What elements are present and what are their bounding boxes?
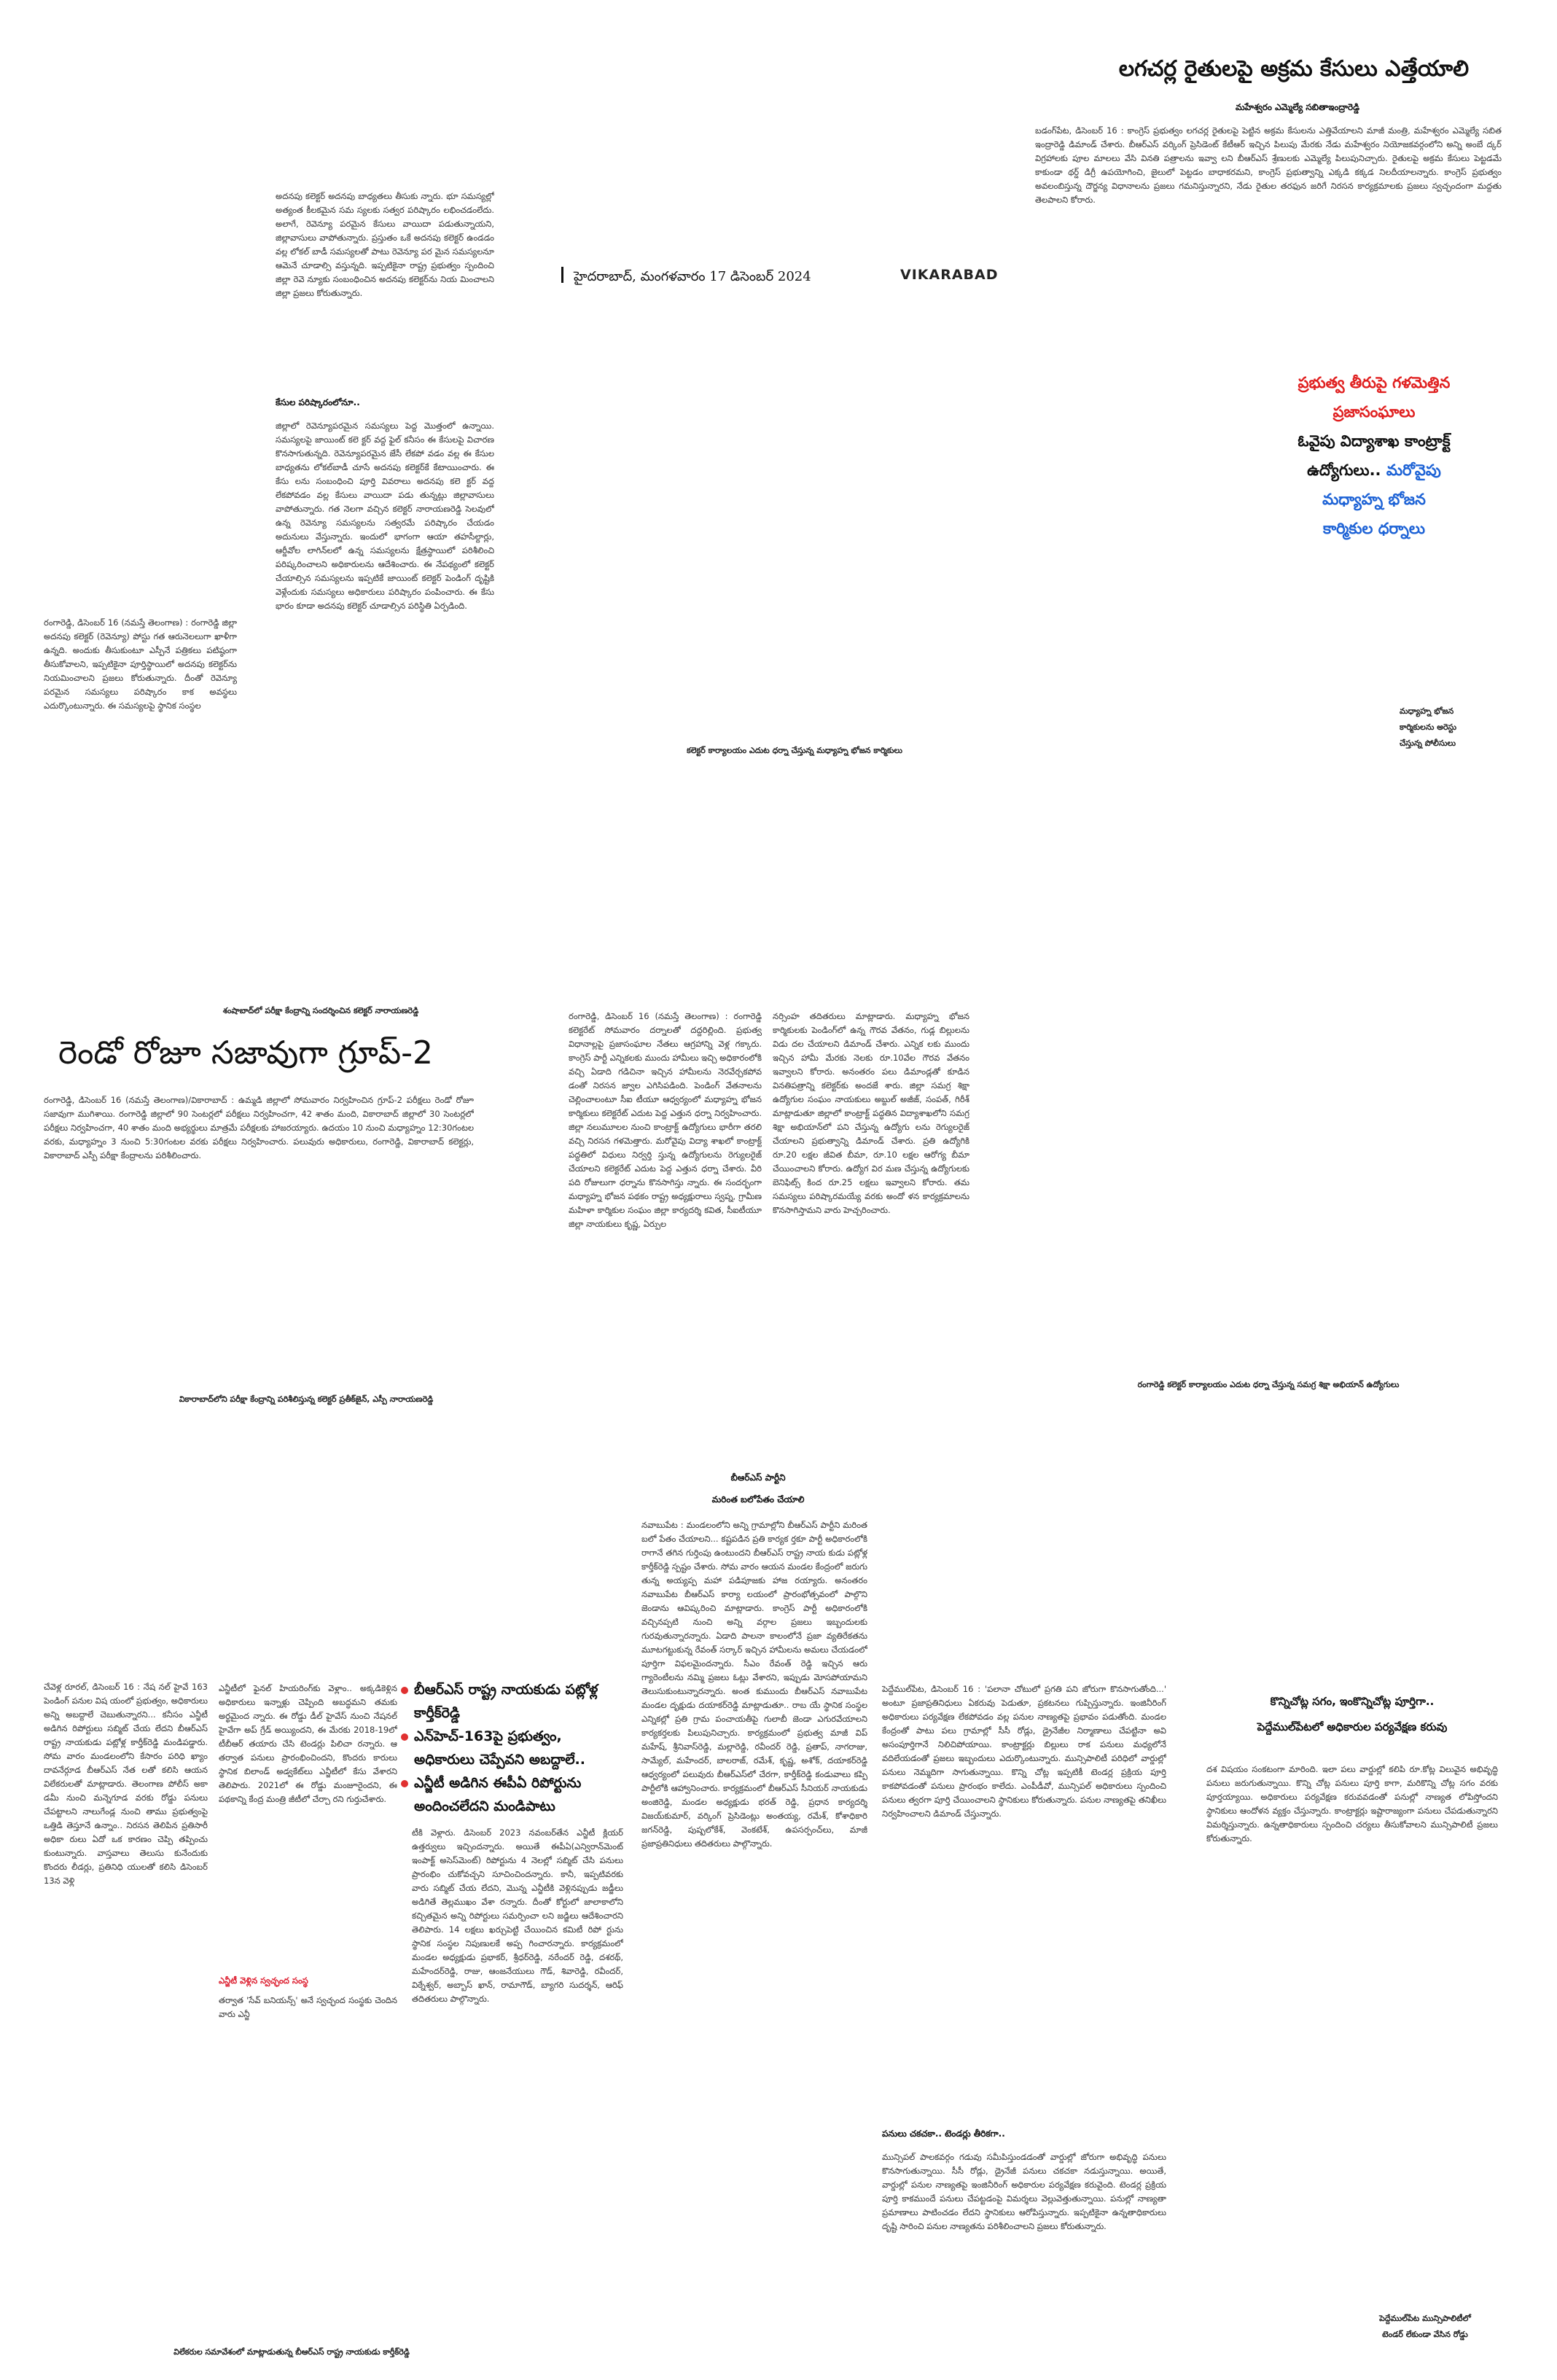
photo-caption-arrest-line3: చేస్తున్న పోలీసులు (1400, 738, 1456, 748)
side-panel-line4 (1254, 456, 1494, 485)
side-panel-line6: కార్మికుల ధర్నాలు (1322, 520, 1426, 537)
story7-col2: దశ విషయం సంకటంగా మారింది. ఇలా పలు వార్డుల్లో కలిపి రూ.కోట్ల విలువైన అభివృద్ధి పనులు జరుగుతున్నాయి. కొన్ని చోట్ల పనులు పూర్తి కాగా, మరికొన్ని చోట్ల సగం వరకు పూర్తయ్యాయి. అధికారులు పర్యవేక్షణ కరువవడంతో పనుల్లో నాణ్యత లోపిస్తోందని స్థానికులు ఆందోళన వ్యక్తం చేస్తున్నారు. కాంట్రాక్టర్లు ఇష్టారాజ్యంగా పనులు చేపడుతున్నారని విమర్శిస్తున్నారు. ఉన్నతాధికారులు స్పందించి చర్యలు తీసుకోవాలని మున్సిపాలిటీ ప్రజలు కోరుతున్నారు. (1206, 1764, 1498, 1843)
story1-body: బడంగ్‌పేట, డిసెంబర్ 16 : కాంగ్రెస్ ప్రభుత్వం లగచర్ల రైతులపై పెట్టిన అక్రమ కేసులను ఎత్తివేయాలని మాజీ మంత్రి, మహేశ్వరం ఎమ్మెల్యే సబిత ఇంద్రారెడ్డి డిమాండ్ చేశారు. బీఆర్‌ఎస్ వర్కింగ్ ప్రెసిడెంట్ కేటీఆర్ ఇచ్చిన పిలుపు మేరకు నేడు మహేశ్వరం నియోజకవర్గంలోని అన్ని అంబే ద్కర్ విగ్రహాలకు పూల మాలలు వేసి వినతి పత్రాలను ఇవ్వా లని బీఆర్‌ఎస్ శ్రేణులకు ఎమ్మెల్యే పిలుపునిచ్చారు. రైతులపై అక్రమ కేసులు పెట్టడమే కాకుండా థర్డ్ డిగ్రీ ఉపయోగించి, జైలులో పెట్టడం బాధాకరమని, కాంగ్రెస్ ప్రభుత్వాన్ని ఎక్కడి కక్కడ నిలదీయాలన్నారు. కాంగ్రెస్ ప్రభుత్వం అవలంబిస్తున్న దౌర్జన్య విధానాలను ప్రజలు గమనిస్తున్నారని, నేడు రైతుల తరఫున జరిగే నిరసన కార్యక్రమాలకు ప్రజలు స్వచ్ఛందంగా మద్దతు తెలపాలని కోరారు. (1035, 125, 1502, 205)
side-panel-line5: మధ్యాహ్న భోజన (1322, 491, 1426, 508)
photo-caption-arrest (1400, 703, 1509, 752)
story1-byline: మహేశ్వరం ఎమ్మెల్యే సబితాఇంద్రారెడ్డి (1235, 102, 1359, 112)
story4-caption: రంగారెడ్డి కలెక్టర్ కార్యాలయం ఎదుట ధర్నా చేస్తున్న సమగ్ర శిక్షా అభియాన్ ఉద్యోగులు (1137, 1380, 1400, 1389)
story5-col2b: తర్వాత 'సేవ్ బనియన్స్' అనే స్వచ్ఛంద సంస్థకు చెందిన వారు ఎన్జీ (219, 1995, 397, 2019)
story3-kicker: శంషాబాద్‌లో పరీక్షా కేంద్రాన్ని సందర్శించిన కలెక్టర్ నారాయణరెడ్డి (222, 1006, 419, 1015)
side-panel-line4a: ఉద్యోగులు.. (1307, 461, 1381, 479)
side-panel-line4b: మరోవైపు (1386, 461, 1441, 479)
story3-body: రంగారెడ్డి, డిసెంబర్ 16 (నమస్తే తెలంగాణ)/వికారాబాద్ : ఉమ్మడి జిల్లాలో సోమవారం నిర్వహించిన గ్రూప్-2 పరీక్షలు రెండో రోజూ సజావుగా ముగిశాయి. రంగారెడ్డి జిల్లాలో 90 సెంటర్లలో పరీక్షలు నిర్వహించగా, 42 శాతం మంది, వికారాబాద్ జిల్లాలో 30 సెంటర్లలో పరీక్షలు నిర్వహించగా, 40 శాతం మంది అభ్యర్థులు మాత్రమే పరీక్షలకు హాజరయ్యారు. ఉదయం 10 నుంచి మధ్యాహ్నం 12:30గంటల వరకు, మధ్యాహ్నం 3 నుంచి 5:30గంటల వరకు పరీక్షలు నిర్వహించారు. పలువురు అధికారులు, రంగారెడ్డి, వికారాబాద్ కలెక్టర్లు, వికారాబాద్ ఎస్పీ పరీక్షా కేంద్రాలను పరిశీలించారు. (44, 1095, 474, 1160)
story5-col2sub: ఎన్జీటీ వెళ్లిన స్వచ్ఛంద సంస్థ (219, 1975, 308, 1986)
story7-caption (1349, 2311, 1502, 2343)
dateline-text: హైదరాబాద్, మంగళవారం 17 డిసెంబర్ 2024 (574, 269, 811, 284)
story5-bullets (401, 1678, 620, 1818)
masthead-district: VIKARABAD (900, 267, 999, 283)
photo-caption-arrest-line1: మధ్యాహ్న భోజన (1400, 706, 1454, 716)
story5-col1: చేవెళ్ల రూరల్, డిసెంబర్ 16 : నేష నల్ హైవే 163 పెండింగ్ పనుల విష యంలో ప్రభుత్వం, అధికారులు అన్ని అబద్దాలే చెబుతున్నారని... కనీసం ఎన్జీటీ అడిగిన రిపోర్టులు సబ్మిట్ చేయ లేదని బీఆర్‌ఎస్ రాష్ట్ర నాయకుడు పట్లోళ్ల కార్తీక్‌రెడ్డి మండిపడ్డారు. సోమ వారం మండలంలోని కేసారం పరిధి ఖ్యాం దావనేర్గూడ బీఆర్‌ఎస్ నేత లతో కలిసి ఆయన విలేకరులతో మాట్లాడారు. తెలంగాణ పోలీస్ అకా డమీ నుంచి మన్నెగూడ వరకు రోడ్డు పనులు చేపట్టాలని నాలుగేండ్ల నుంచి తాము ప్రభుత్వంపై ఒత్తిడి తెస్తూనే ఉన్నాం.. నిరసన తెలిపిన ప్రతిసారీ అధికా రులు ఏదో ఒక కారణం చెప్పి తప్పించు కుంటున్నారు. వాస్తవాలు తెలుసు కునేందుకు కొందరు లీడర్లు, ప్రతినిధి యులతో కలిసి డిసెంబర్ 13న వెళ్లి (44, 1682, 208, 1886)
story3-headline: రెండో రోజూ సజావుగా గ్రూప్-2 (58, 1034, 433, 1072)
story5-bullet3: ఎన్జీటీ అడిగిన ఈపీఏ రిపోర్టును అందించలేదని మండిపాటు (401, 1771, 620, 1818)
masthead-dateline (561, 267, 882, 287)
story7-col1: పెద్దేముల్‌పేట, డిసెంబర్ 16 : 'పలానా చోటులో ప్రగతి పని జోరుగా కొనసాగుతోంది...' అంటూ ప్రజాప్రతినిధులు ఏకరువు పెడుతూ, ప్రకటనలు గుప్పిస్తున్నారు. ఇంజినీరింగ్ అధికారులు పర్యవేక్షణ లేకపోవడం వల్ల పనుల నాణ్యతపై ప్రభావం పడుతోంది. మండల కేంద్రంతో పాటు పలు గ్రామాల్లో సీసీ రోడ్లు, డ్రైనేజీల నిర్మాణాలు చేపట్టినా అవి అసంపూర్తిగానే నిలిచిపోయాయి. కాంట్రాక్టర్లు బిల్లులు రాక పనులు మధ్యలోనే వదిలేయడంతో ప్రజలు ఇబ్బందులు ఎదుర్కొంటున్నారు. మున్సిపాలిటీ పరిధిలో వార్డుల్లో పనులు నెమ్మదిగా సాగుతున్నాయి. కొన్ని చోట్ల ఇప్పటికీ టెండర్ల ప్రక్రియ పూర్తి కాకపోవడంతో పనులు ప్రారంభం కాలేదు. ఎంపీడీవో, మున్సిపల్ అధికారులు స్పందించి పనులు త్వరగా పూర్తి చేయించాలని స్థానికులు కోరుతున్నారు. పనుల నాణ్యతపై తనిఖీలు నిర్వహించాలని డిమాండ్ చేస్తున్నారు. (882, 1684, 1166, 1819)
story2-col1: రంగారెడ్డి, డిసెంబర్ 16 (నమస్తే తెలంగాణ) : రంగారెడ్డి జిల్లా అదనపు కలెక్టర్ (రెవెన్యూ) పోస్టు గత ఆరునెలలుగా ఖాళీగా ఉన్నది. అందుకు తీసుకుంటూ ఎస్పీనే పత్రికలు పటిష్ఠంగా తీసుకోవాలని, ఇప్పటికైనా పూర్తిస్థాయిలో అదనపు కలెక్టర్‌ను నియమించాలని ప్రజలు కోరుతున్నారు. దీంతో రెవెన్యూ పరమైన సమస్యలు పరిష్కారం కాక అవస్థలు ఎదుర్కొంటున్నారు. ఈ సమస్యలపై స్థానిక సంస్థల (44, 617, 237, 711)
story1-headline: లగచర్ల రైతులపై అక్రమ కేసులు ఎత్తేయాలి (1118, 56, 1470, 82)
story5-bullet1: బీఆర్‌ఎస్ రాష్ట్ర నాయకుడు పట్లోళ్ల కార్తీక్‌రెడ్డి (401, 1678, 620, 1725)
masthead-bar (561, 267, 563, 283)
story2-col2b: జిల్లాలో రెవెన్యూపరమైన సమస్యలు పెద్ద మొత్తంలో ఉన్నాయి. సమస్యలపై జాయింట్ కలె క్టర్ వద్ద ఫైల్ కనీసం ఈ కేసులపై విచారణ కొనసాగుతున్నది. రెవెన్యూపరమైన జేసీ లేకపో వడం వల్ల ఈ కేసుల బాధ్యతను లోకల్‌బాడీ చూసే అదనపు కలెక్టర్‌కే కేటాయించారు. ఈ కేసు లను సంబంధించి పూర్తి వివరాలు అదనపు కలె క్టర్ వద్ద లేకపోవడం వల్ల కేసులు వాయిదా పడు తున్నట్లు జిల్లావాసులు వాపోతున్నారు. గత నెలగా వచ్చిన కలెక్టర్ నారాయణరెడ్డి సెలవులో ఉన్న రెవెన్యూ సమస్యలను సత్వరమే పరిష్కారం చేయడం అదునులు వేస్తున్నారు. ఇందులో భాగంగా ఆయా తహసీల్దార్లు, ఆర్డీవోల లాగిన్‌లలో ఉన్న సమస్యలను క్షేత్రస్థాయిలో పరిశీలించి పరిష్కరించాలని అధికారులను ఆదేశించారు. ఈ నేపథ్యంలో కలెక్టర్ చేయాల్సిన సమస్యలను ఇప్పటికే జాయింట్ కలెక్టర్ పెండింగ్ దృష్టికి వెళ్లేందుకు సమస్యలు అధికారులు పరిష్కారం పంపించారు. ఈ కేసు భారం కూడా అదనపు కలెక్టర్ చూడాల్సిన పరిస్థితి ఏర్పడింది. (276, 421, 494, 611)
story5-col2a: ఎన్జీటీలో ఫైనల్ హియరింగ్‌కు వెళ్లాం.. అక్కడికెళ్లిన అధికారులు ఇన్నాళ్లు చెప్పింది అబద్ధమని తమకు అర్థమైంద న్నారు. ఈ రోడ్డు డీల్ హైవేస్ నుంచి నేషనల్ హైవేగా అప్ గ్రేడ్ అయ్యిందని, ఈ మేరకు 2018-19లో టీబీఆర్ తయారు చేసి టెండర్లు పిలిచా రన్నారు. ఆ తర్వాత పనులు ప్రారంభించిందని, కొందరు కారులు స్థానిక బిలాండ్ అడ్వకేట్‌లు ఎన్జీటీలో కేసు వేశారని తెలిపారు. 2021లో ఈ రోడ్డు మంజూరైందని, ఈ పథకాన్ని కేంద్ర మంత్రి జీటీలో చేర్చా రని గుర్తుచేశారు. (219, 1683, 397, 1804)
photo-caption-arrest-line2: కార్మికులను అరెస్టు (1400, 722, 1457, 732)
story4-col1: రంగారెడ్డి, డిసెంబర్ 16 (నమస్తే తెలంగాణ) : రంగారెడ్డి కలెక్టరేట్ సోమవారం దర్నాలతో దద్దరిల్లింది. ప్రభుత్వ విధానాల్లపై ప్రజాసంఘాల నేతలు ఆగ్రహాన్ని వెళ్ల గక్కారు. కాంగ్రెస్ పార్టీ ఎన్నికలకు ముందు హామీలు ఇచ్చి అధికారంలోకి వచ్చి ఏడాది గడిచినా ఇచ్చిన హామీలను నెరవేర్చకపోవ డంతో నిరసన జ్వాల ఎగిసిపడింది. పెండింగ్ వేతనాలను చెల్లించాలంటూ సీఐ టీయూ ఆధ్వర్యంలో మధ్యాహ్న భోజన కార్మికులు కలెక్టరేట్ ఎదుట పెద్ద ఎత్తున ధర్నా నిర్వహించారు. జిల్లా నలుమూలల నుంచి కాంట్రాక్ట్ ఉద్యోగులు భారీగా తరలి వచ్చి నిరసన గళమెత్తారు. మరోవైపు విద్యా శాఖలో కాంట్రాక్ట్ పద్ధతిలో విధులు నిర్వర్తి స్తున్న ఉద్యోగులను రెగ్యులరైజ్ చేయాలని కలెక్టరేట్ ఎదుట పెద్ద ఎత్తున ధర్నా చేశారు. వీరి పది రోజులుగా ధర్నాను కొనసాగిస్తు న్నారు. ఈ సందర్భంగా మధ్యాహ్న భోజన పథకం రాష్ట్ర అధ్యక్షురాలు స్వప్న, గ్రామీణ మహిళా కార్మికుల సంఘం జిల్లా కార్యదర్శి కవిత, సీఐటీయూ జిల్లా నాయకులు కృష్ణ, ఏర్పుల (569, 1011, 762, 1229)
story5-caption: విలేకరుల సమావేశంలో మాట్లాడుతున్న బీఆర్‌ఎస్ రాష్ట్ర నాయకుడు కార్తీక్‌రెడ్డి (173, 2347, 410, 2357)
story7-headline-b: పెద్దేముల్‌పేటలో అధికారుల పర్యవేక్షణ కరువు (1257, 1720, 1448, 1733)
story6-body: నవాబుపేట : మండలంలోని అన్ని గ్రామాల్లోని బీఆర్‌ఎస్ పార్టీని మరింత బలో పేతం చేయాలని... కష్టపడిన ప్రతి కార్యక ర్తకూ పార్టీ అధికారంలోకి రాగానే తగిన గుర్తింపు ఉంటుందని బీఆర్‌ఎస్ రాష్ట్ర నాయ కుడు పట్లోళ్ల కార్తీక్‌రెడ్డి స్పష్టం చేశారు. సోమ వారం ఆయన మండల కేంద్రంలో జరుగు తున్న అయ్యప్ప మహా పడిపూజకు హాజ రయ్యారు. అనంతరం నవాబుపేట బీఆర్‌ఎస్ కార్యా లయంలో ప్రారంభోత్సవంలో పాల్గొని జెండాను ఆవిష్కరించి మాట్లాడారు. కాంగ్రెస్ పార్టీ అధికారంలోకి వచ్చినప్పటి నుంచి అన్ని వర్గాల ప్రజలు ఇబ్బందులకు గురవుతున్నారన్నారు. ఏడాది పాలనా కాలంలోనే ప్రజా వ్యతిరేకతను మూటగట్టుకున్న రేవంత్ సర్కార్ ఇచ్చిన హామీలను అమలు చేయడంలో పూర్తిగా విఫలమైందన్నారు. సీఎం రేవంత్ రెడ్డి ఇచ్చిన ఆరు గ్యారెంటీలను నమ్మి ప్రజలు ఓట్లు వేశారని, ఇప్పుడు మోసపోయామని తెలుసుకుంటున్నారన్నారు. అంత కుముందు బీఆర్‌ఎస్ నవాబుపేట మండల దృక్షుడు దయాకర్‌రెడ్డి మాట్లాడుతూ.. రాబ యే స్థానిక సంస్థల ఎన్నికల్లో ప్రతి గ్రామ పంచాయతీపై గులాబీ జెండా ఎగురవేయాలని కార్యకర్తలకు పిలుపునిచ్చారు. కార్యక్రమంలో ప్రభుత్వ మాజీ విప్ మహేష్, శ్రీనివాస్‌రెడ్డి, మల్లారెడ్డి, రవీందర్ రెడ్డి, ప్రతాప్, నాగరాజు, సామ్యేల్, మహేందర్, బాలరాజ్, రమేశ్, కృష్ణ, అశోక్, దయాకర్‌రెడ్డి ఆధ్వర్యంలో పలువురు బీఆర్‌ఎస్‌లో చేరగా, కార్తీక్‌రెడ్డి కండువాలు కప్పి పార్టీలోకి ఆహ్వానించారు. కార్యక్రమంలో బీఆర్‌ఎస్ సీనియర్ నాయకుడు అంజిరెడ్డి, మండల అధ్యక్షుడు భరత్ రెడ్డి, ప్రధాన కార్యదర్శి విజయ్‌కుమార్, వర్కింగ్ ప్రెసిడెంట్లు అంతయ్య, రమేశ్, కోశాధికారి జగన్‌రెడ్డి, పుష్పలోకేశ్, వెంకటేశ్, ఉపసర్పంచ్‌లు, మాజీ ప్రజాప్రతినిధులు తదితరులు పాల్గొన్నారు. (641, 1520, 867, 1849)
story7-subhead: పనులు చకచకా.. టెండర్లు తీరికగా.. (882, 2129, 1005, 2139)
photo-caption-collector: కలెక్టర్ కార్యాలయం ఎదుట ధర్నా చేస్తున్న మధ్యాహ్న భోజన కార్మికులు (687, 746, 902, 755)
story3-caption: వికారాబాద్‌లోని పరీక్షా కేంద్రాన్ని పరిశీలిస్తున్న కలెక్టర్ ప్రతీక్‌జైన్, ఎస్పీ నారాయణరెడ్డి (179, 1394, 434, 1404)
story7-col1b: మున్సిపల్ పాలకవర్గం గడువు సమీపిస్తుండడంతో వార్డుల్లో జోరుగా అభివృద్ధి పనులు కొనసాగుతున్నాయి. సీసీ రోడ్లు, డ్రైనేజీ పనులు చకచకా నడుస్తున్నాయి. అయితే, వార్డుల్లో పనుల నాణ్యతపై ఇంజినీరింగ్ అధికారుల పర్యవేక్షణ కరువైంది. టెండర్ల ప్రక్రియ పూర్తి కాకముందే పనులు చేపట్టడంపై విమర్శలు వెల్లువెత్తుతున్నాయి. పనుల్లో నాణ్యతా ప్రమాణాలు పాటించడం లేదని స్థానికులు ఆరోపిస్తున్నారు. ఇప్పటికైనా ఉన్నతాధికారులు దృష్టి సారించి పనుల నాణ్యతను పరిశీలించాలని ప్రజలు కోరుతున్నారు. (882, 2152, 1166, 2231)
side-panel-line1: ప్రభుత్వ తీరుపై గళమెత్తిన (1298, 374, 1451, 391)
story7-caption-b: టెండర్ లేకుండా వేసిన రోడ్డు (1382, 2330, 1468, 2339)
story5-bullet2: ఎన్‌హెచ్-163పై ప్రభుత్వం, అధికారులు చెప్పేవని అబద్దాలే.. (401, 1725, 620, 1771)
story6-kicker: బీఆర్‌ఎస్ పార్టీని (730, 1472, 786, 1483)
story2-col2a: అదనపు కలెక్టర్ అదనపు బాధ్యతలు తీసుకు న్నారు. భూ సమస్యల్లో అత్యంత కీలకమైన సమ స్యలకు సత్వర పరిష్కారం లభించడంలేదు. అలాగే, రెవెన్యూ పరమైన కేసులు వాయిదా పడుతున్నాయని, జిల్లావాసులు వాపోతున్నారు. ప్రస్తుతం ఒకే అదనపు కలెక్టర్ ఉండడం వల్ల లోకల్ బాడీ సమస్యలతో పాటు రెవెన్యూ పర మైన సమస్యలనూ ఆమెనే చూడాల్సి వస్తున్నది. ఇప్పటికైనా రాష్ట్ర ప్రభుత్వం స్పందించి జిల్లా రెవె న్యూకు సంబంధించిన అదనపు కలెక్టర్‌ను నియ మించాలని జిల్లా ప్రజలు కోరుతున్నారు. (276, 191, 494, 298)
story4-col2: నర్సింహ తదితరులు మాట్లాడారు. మధ్యాహ్న భోజన కార్మికులకు పెండింగ్‌లో ఉన్న గౌరవ వేతనం, గుడ్ల బిల్లులను విడు దల చేయాలని డిమాండ్ చేశారు. ఎన్నిక లకు ముందు ఇచ్చిన హామీ మేరకు నెలకు రూ.10వేల గౌరవ వేతనం ఇవ్వాలని కోరారు. అనంతరం పలు డిమాండ్లతో కూడిన వినతిపత్రాన్ని కలెక్టర్‌కు అందజే శారు. జిల్లా సమగ్ర శిక్షా ఉద్యోగుల సంఘం నాయకులు అబ్దుల్ అజీజ్, సంపత్, గిరీశ్ మాట్లాడుతూ జిల్లాలో కాంట్రాక్ట్ పద్ధతిన విద్యాశాఖలోని సమగ్ర శిక్షా అభియాన్‌లో పని చేస్తున్న ఉద్యోగు లను రెగ్యులరైజ్ చేయాలని ప్రభుత్వాన్ని డిమాండ్ చేశారు. ప్రతి ఉద్యోగికి రూ.20 లక్షల జీవిత బీమా, రూ.10 లక్షల ఆరోగ్య బీమా చేయించాలని కోరారు. ఉద్యోగ విర మణ చేస్తున్న ఉద్యోగులకు బెనిఫిట్స్ కింద రూ.25 లక్షలు ఇవ్వాలని కోరారు. తమ సమస్యలు పరిష్కారమయ్యే వరకు అందో ళన కార్యక్రమాలను కొనసాగిస్తామని వారు హెచ్చరించారు. (773, 1011, 969, 1215)
story7-headline-a: కొన్నిచోట్ల సగం, ఇంకొన్నిచోట్ల పూర్తిగా.. (1270, 1695, 1435, 1708)
side-panel-line2: ప్రజాసంఘాలు (1332, 403, 1416, 421)
story2-subhead: కేసుల పరిష్కారంలోనూ.. (276, 397, 360, 407)
story5-col3: టీకి వెళ్లారు. డిసెంబర్ 2023 నవంబర్‌తేన ఎన్జీటీ క్లియర్ ఉత్తర్వులు ఇచ్చిందన్నారు. అయితే ఈపీఏ(ఎన్విరాన్‌మెంట్ ఇంపాక్ట్ అసెస్‌మెంట్) రిపోర్టును 4 నెలల్లో సబ్మిట్ చేసి పనులు ప్రారంభిం చుకోవచ్చని సూచించిందన్నారు. కానీ, ఇప్పటివరకు వారు సబ్మిట్ చేయ లేదని, మొన్న ఎన్జీటీకి వెళ్లినప్పుడు జడ్జీలు అడిగితే తెల్లముఖం వేశా రన్నారు. దీంతో కోర్టులో జాలాకాలోని కచ్చితమైన అన్ని రిపోర్టులు సమర్పించా లని జడ్జిలు ఆదేశించారని తెలిపారు. 14 లక్షలు ఖర్చుపెట్టి చేయించిన కమిటీ రిపో ర్టును స్థానిక సంస్థల నిపుణులకే అప్ప గించారన్నారు. కార్యక్రమంలో మండల అధ్యక్షుడు ప్రభాకర్, శ్రీధర్‌రెడ్డి, నరేందర్ రెడ్డి, దశరథ్, మహేందర్‌రెడ్డి, రాజు, ఆంజనేయులు గౌడ్, శివారెడ్డి, రవీందర్, విఠ్నేశ్వర్, అబ్బాస్ ఖాన్, రామాగౌడ్, బ్యాగరి సుదర్శన్, ఆరిఫ్ తదితరులు పాల్గొన్నారు. (412, 1827, 623, 2004)
side-panel-line3: ఓవైపు విద్యాశాఖ కాంట్రాక్ట్ (1298, 432, 1451, 450)
side-panel (1254, 368, 1494, 543)
story7-caption-a: పెద్దేముల్‌పేట మున్సిపాలిటీలో (1379, 2314, 1471, 2323)
story6-headline: మరింత బలోపేతం చేయాలి (711, 1494, 805, 1505)
